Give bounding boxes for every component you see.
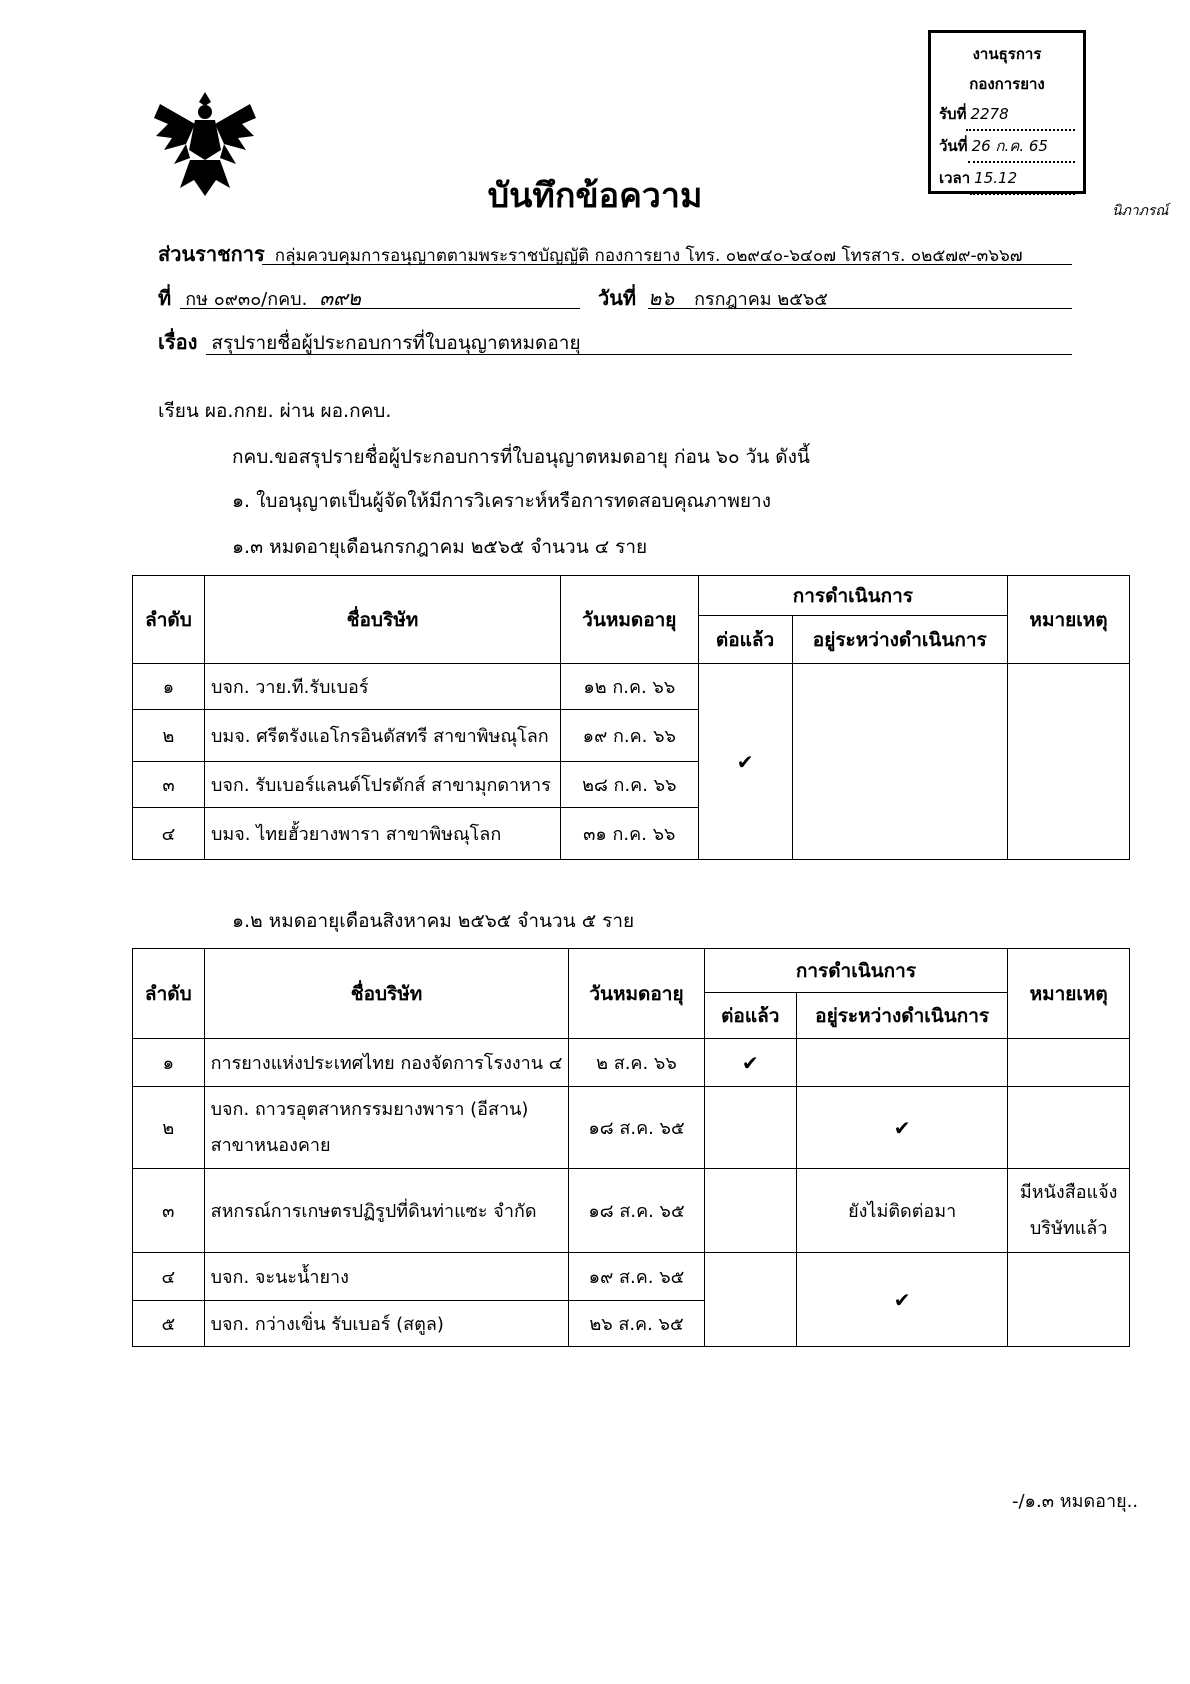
row-remark-line2: บริษัทแล้ว [1029, 1217, 1108, 1239]
memo-para1: กคบ.ขอสรุปรายชื่อผู้ประกอบการที่ใบอนุญาตหมดอายุ ก่อน ๖๐ วัน ดังนี้ [232, 446, 810, 468]
ref-label: ที่ [158, 286, 172, 310]
remark-cell [1008, 664, 1130, 860]
row-seq: ๓ [133, 762, 205, 808]
row-remark [1008, 1253, 1130, 1347]
stamp-received-date: 26 ก.ค. 65 [968, 131, 1075, 163]
row-company: การยางแห่งประเทศไทย กองจัดการโรงงาน ๔ [204, 1039, 569, 1087]
header-seq: ลำดับ [133, 949, 205, 1039]
row-progress [796, 1039, 1007, 1087]
header-in-progress: อยู่ระหว่างดำเนินการ [792, 616, 1008, 664]
row-expiry: ๑๙ ส.ค. ๖๕ [569, 1253, 704, 1301]
row-expiry: ๑๙ ก.ค. ๖๖ [560, 710, 698, 762]
header-expiry: วันหมดอายุ [569, 949, 704, 1039]
row-seq: ๓ [133, 1169, 205, 1253]
row-company: บจก. วาย.ที.รับเบอร์ [204, 664, 560, 710]
table-row [133, 1253, 1130, 1301]
row-company-line2: สาขาหนองคาย [210, 1134, 331, 1156]
row-company: บจก. จะนะน้ำยาง [204, 1253, 569, 1301]
header-action: การดำเนินการ [698, 576, 1007, 616]
row-renewed: ✔ [704, 1039, 796, 1087]
row-progress: ยังไม่ติดต่อมา [796, 1169, 1007, 1253]
row-seq: ๑ [133, 664, 205, 710]
row-renewed [704, 1169, 796, 1253]
header-renewed: ต่อแล้ว [704, 993, 796, 1039]
table-row [133, 1169, 1130, 1253]
row-company: บจก. กว่างเขิ่น รับเบอร์ (สตูล) [204, 1301, 569, 1347]
row-company: สหกรณ์การเกษตรปฏิรูปที่ดินท่าแซะ จำกัด [204, 1169, 569, 1253]
memo-to: เรียน ผอ.กกย. ผ่าน ผอ.กคบ. [158, 400, 392, 422]
memo-item1: ๑. ใบอนุญาตเป็นผู้จัดให้มีการวิเคราะห์หรือการทดสอบคุณภาพยาง [232, 490, 771, 512]
stamp-signature: นิภาภรณ์ [1112, 203, 1169, 219]
memo-title: บันทึกข้อความ [487, 176, 703, 216]
table-row [133, 1039, 1130, 1087]
ref-underline [180, 308, 580, 309]
stamp-time-label: เวลา [939, 169, 971, 187]
dept-underline [262, 264, 1072, 265]
row-remark [1008, 1169, 1130, 1253]
row-expiry: ๑๘ ส.ค. ๖๕ [569, 1169, 704, 1253]
memo-sub2: ๑.๒ หมดอายุเดือนสิงหาคม ๒๕๖๕ จำนวน ๕ ราย [232, 910, 635, 932]
header-renewed: ต่อแล้ว [698, 616, 792, 664]
row-remark [1008, 1087, 1130, 1169]
stamp-received-no: 2278 [966, 99, 1075, 131]
row-expiry: ๓๑ ก.ค. ๖๖ [560, 808, 698, 860]
header-action: การดำเนินการ [704, 949, 1008, 993]
row-seq: ๒ [133, 1087, 205, 1169]
date-month-year: กรกฎาคม ๒๕๖๕ [694, 289, 828, 310]
row-seq: ๕ [133, 1301, 205, 1347]
row-expiry: ๒๖ ส.ค. ๖๕ [569, 1301, 704, 1347]
row-renewed [704, 1087, 796, 1169]
subject-label: เรื่อง [158, 330, 198, 354]
row-seq: ๒ [133, 710, 205, 762]
ref-value: กษ ๐๙๓๐/กคบ. [185, 289, 308, 310]
row-expiry: ๑๒ ก.ค. ๖๖ [560, 664, 698, 710]
row-expiry: ๒๘ ก.ค. ๖๖ [560, 762, 698, 808]
expiry-table-july [132, 575, 1130, 860]
stamp-received-date-label: วันที่ [939, 137, 968, 155]
stamp-line1: งานธุรการ [972, 45, 1042, 63]
renewed-check-mark: ✔ [698, 664, 792, 860]
row-progress-check: ✔ [796, 1253, 1007, 1347]
stamp-time: 15.12 [970, 163, 1075, 195]
row-company-line1: บจก. ถาวรอุตสาหกรรมยางพารา (อีสาน) [210, 1098, 529, 1120]
row-company [204, 1087, 569, 1169]
subject-value: สรุปรายชื่อผู้ประกอบการที่ใบอนุญาตหมดอายุ [211, 332, 581, 354]
continuation-note: -/๑.๓ หมดอายุ.. [1012, 1491, 1139, 1512]
row-company: บจก. รับเบอร์แลนด์โปรดักส์ สาขามุกดาหาร [204, 762, 560, 808]
stamp-received-no-label: รับที่ [939, 105, 967, 123]
header-company: ชื่อบริษัท [204, 949, 569, 1039]
row-expiry: ๒ ส.ค. ๖๖ [569, 1039, 704, 1087]
header-remark: หมายเหตุ [1008, 576, 1130, 664]
ref-number: ๓๙๒ [319, 286, 361, 310]
row-expiry: ๑๘ ส.ค. ๖๕ [569, 1087, 704, 1169]
header-company: ชื่อบริษัท [204, 576, 560, 664]
date-label: วันที่ [598, 286, 637, 310]
row-renewed [704, 1253, 796, 1347]
date-underline [648, 308, 1072, 309]
row-company: บมจ. ไทยฮั้วยางพารา สาขาพิษณุโลก [204, 808, 560, 860]
expiry-table-august [132, 948, 1130, 1347]
row-company: บมจ. ศรีตรังแอโกรอินดัสทรี สาขาพิษณุโลก [204, 710, 560, 762]
row-seq: ๔ [133, 1253, 205, 1301]
memo-sub1: ๑.๓ หมดอายุเดือนกรกฎาคม ๒๕๖๕ จำนวน ๔ ราย [232, 536, 648, 558]
row-remark [1008, 1039, 1130, 1087]
table-row [133, 1087, 1130, 1169]
date-day: ๒๖ [648, 286, 675, 310]
header-remark: หมายเหตุ [1008, 949, 1130, 1039]
row-progress: ✔ [796, 1087, 1007, 1169]
header-expiry: วันหมดอายุ [560, 576, 698, 664]
row-remark-line1: มีหนังสือแจ้ง [1019, 1181, 1118, 1203]
in-progress-cell [792, 664, 1008, 860]
row-seq: ๔ [133, 808, 205, 860]
dept-label: ส่วนราชการ [158, 242, 265, 266]
row-seq: ๑ [133, 1039, 205, 1087]
table-row [133, 664, 1130, 710]
stamp-line2: กองการยาง [969, 75, 1045, 93]
subject-underline [206, 354, 1072, 355]
dept-value: กลุ่มควบคุมการอนุญาตตามพระราชบัญญัติ กองการยาง โทร. ๐๒๙๔๐-๖๔๐๗ โทรสาร. ๐๒๕๗๙-๓๖๖๗ [274, 246, 1023, 266]
header-seq: ลำดับ [133, 576, 205, 664]
header-in-progress: อยู่ระหว่างดำเนินการ [796, 993, 1007, 1039]
